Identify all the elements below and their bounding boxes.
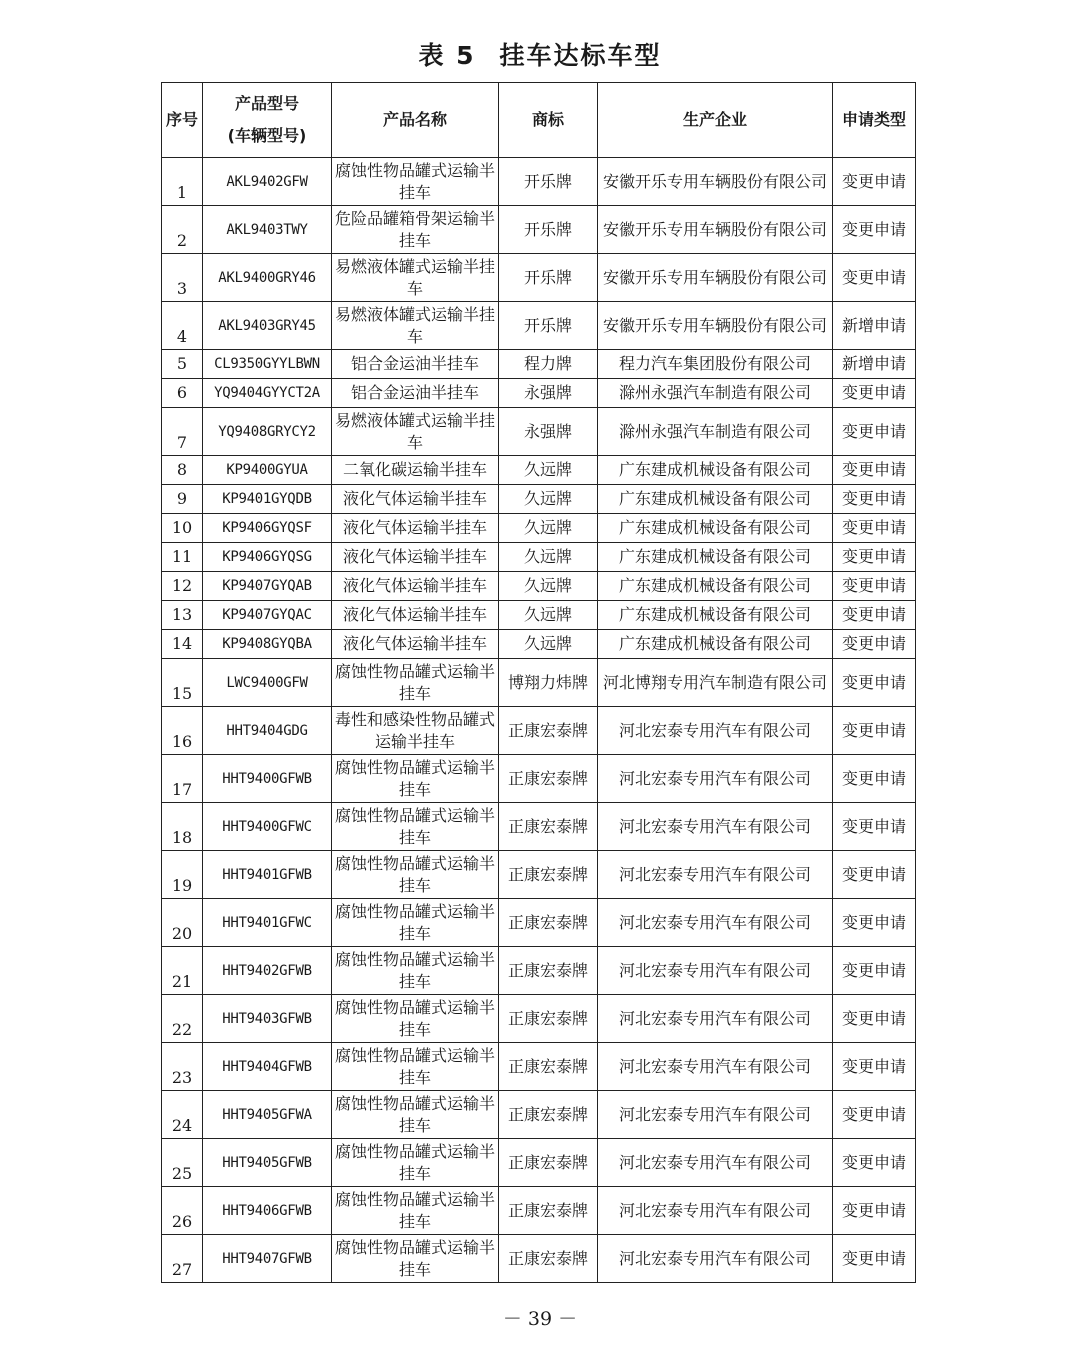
cell-company: 广东建成机械设备有限公司 bbox=[598, 601, 833, 630]
cell-brand: 开乐牌 bbox=[499, 254, 598, 302]
cell-model: KP9406GYQSF bbox=[203, 514, 332, 543]
table-row bbox=[162, 1235, 916, 1283]
table-row bbox=[162, 379, 916, 408]
cell-type: 变更申请 bbox=[833, 254, 916, 302]
cell-seq: 13 bbox=[162, 601, 203, 630]
cell-company: 滁州永强汽车制造有限公司 bbox=[598, 379, 833, 408]
table-header-row bbox=[162, 83, 916, 158]
table-row bbox=[162, 899, 916, 947]
table-row bbox=[162, 456, 916, 485]
cell-name: 液化气体运输半挂车 bbox=[332, 630, 499, 659]
cell-seq: 1 bbox=[162, 158, 203, 206]
cell-company: 广东建成机械设备有限公司 bbox=[598, 543, 833, 572]
cell-name: 二氧化碳运输半挂车 bbox=[332, 456, 499, 485]
cell-type: 变更申请 bbox=[833, 995, 916, 1043]
cell-type: 变更申请 bbox=[833, 899, 916, 947]
cell-brand: 永强牌 bbox=[499, 408, 598, 456]
table-row bbox=[162, 1091, 916, 1139]
cell-seq: 20 bbox=[162, 899, 203, 947]
table-row bbox=[162, 659, 916, 707]
cell-brand: 久远牌 bbox=[499, 456, 598, 485]
cell-brand: 正康宏泰牌 bbox=[499, 707, 598, 755]
cell-name: 腐蚀性物品罐式运输半挂车 bbox=[332, 755, 499, 803]
cell-model: HHT9402GFWB bbox=[203, 947, 332, 995]
cell-brand: 开乐牌 bbox=[499, 302, 598, 350]
cell-company: 安徽开乐专用车辆股份有限公司 bbox=[598, 254, 833, 302]
cell-name: 腐蚀性物品罐式运输半挂车 bbox=[332, 899, 499, 947]
cell-company: 河北宏泰专用汽车有限公司 bbox=[598, 1139, 833, 1187]
cell-model: HHT9401GFWC bbox=[203, 899, 332, 947]
cell-brand: 正康宏泰牌 bbox=[499, 995, 598, 1043]
cell-seq: 15 bbox=[162, 659, 203, 707]
cell-name: 腐蚀性物品罐式运输半挂车 bbox=[332, 1091, 499, 1139]
cell-model: CL9350GYYLBWN bbox=[203, 350, 332, 379]
cell-type: 变更申请 bbox=[833, 851, 916, 899]
cell-company: 安徽开乐专用车辆股份有限公司 bbox=[598, 206, 833, 254]
cell-name: 腐蚀性物品罐式运输半挂车 bbox=[332, 851, 499, 899]
cell-seq: 16 bbox=[162, 707, 203, 755]
cell-model: LWC9400GFW bbox=[203, 659, 332, 707]
cell-name: 易燃液体罐式运输半挂车 bbox=[332, 408, 499, 456]
page-number: － 39 － bbox=[502, 1308, 578, 1330]
cell-name: 腐蚀性物品罐式运输半挂车 bbox=[332, 1235, 499, 1283]
cell-seq: 2 bbox=[162, 206, 203, 254]
cell-name: 易燃液体罐式运输半挂车 bbox=[332, 254, 499, 302]
cell-brand: 久远牌 bbox=[499, 485, 598, 514]
cell-brand: 久远牌 bbox=[499, 630, 598, 659]
page-title bbox=[0, 36, 1080, 72]
header-model-line1: 产品型号 bbox=[234, 94, 299, 113]
cell-name: 液化气体运输半挂车 bbox=[332, 485, 499, 514]
cell-type: 变更申请 bbox=[833, 1235, 916, 1283]
cell-type: 变更申请 bbox=[833, 1139, 916, 1187]
header-brand: 商标 bbox=[499, 83, 598, 158]
cell-model: YQ9404GYYCT2A bbox=[203, 379, 332, 408]
cell-model: YQ9408GRYCY2 bbox=[203, 408, 332, 456]
cell-model: HHT9405GFWB bbox=[203, 1139, 332, 1187]
cell-type: 变更申请 bbox=[833, 947, 916, 995]
cell-company: 河北宏泰专用汽车有限公司 bbox=[598, 1043, 833, 1091]
table-row bbox=[162, 572, 916, 601]
cell-company: 广东建成机械设备有限公司 bbox=[598, 456, 833, 485]
cell-company: 河北宏泰专用汽车有限公司 bbox=[598, 1235, 833, 1283]
cell-model: HHT9401GFWB bbox=[203, 851, 332, 899]
cell-type: 变更申请 bbox=[833, 1187, 916, 1235]
cell-model: KP9408GYQBA bbox=[203, 630, 332, 659]
cell-type: 变更申请 bbox=[833, 485, 916, 514]
cell-company: 广东建成机械设备有限公司 bbox=[598, 572, 833, 601]
cell-name: 腐蚀性物品罐式运输半挂车 bbox=[332, 1043, 499, 1091]
cell-seq: 11 bbox=[162, 543, 203, 572]
cell-seq: 23 bbox=[162, 1043, 203, 1091]
cell-name: 易燃液体罐式运输半挂车 bbox=[332, 302, 499, 350]
cell-seq: 26 bbox=[162, 1187, 203, 1235]
cell-type: 变更申请 bbox=[833, 158, 916, 206]
table-row bbox=[162, 1139, 916, 1187]
table-row bbox=[162, 350, 916, 379]
cell-name: 腐蚀性物品罐式运输半挂车 bbox=[332, 947, 499, 995]
cell-name: 铝合金运油半挂车 bbox=[332, 350, 499, 379]
cell-type: 变更申请 bbox=[833, 408, 916, 456]
cell-brand: 正康宏泰牌 bbox=[499, 803, 598, 851]
table-row bbox=[162, 803, 916, 851]
cell-seq: 3 bbox=[162, 254, 203, 302]
table-row bbox=[162, 1043, 916, 1091]
cell-name: 毒性和感染性物品罐式运输半挂车 bbox=[332, 707, 499, 755]
cell-seq: 8 bbox=[162, 456, 203, 485]
cell-type: 变更申请 bbox=[833, 755, 916, 803]
cell-seq: 6 bbox=[162, 379, 203, 408]
cell-company: 河北宏泰专用汽车有限公司 bbox=[598, 1091, 833, 1139]
cell-company: 河北宏泰专用汽车有限公司 bbox=[598, 803, 833, 851]
cell-seq: 10 bbox=[162, 514, 203, 543]
table-row bbox=[162, 302, 916, 350]
cell-company: 安徽开乐专用车辆股份有限公司 bbox=[598, 302, 833, 350]
cell-model: KP9401GYQDB bbox=[203, 485, 332, 514]
cell-name: 液化气体运输半挂车 bbox=[332, 514, 499, 543]
table-row bbox=[162, 707, 916, 755]
cell-seq: 25 bbox=[162, 1139, 203, 1187]
cell-seq: 24 bbox=[162, 1091, 203, 1139]
cell-type: 变更申请 bbox=[833, 659, 916, 707]
cell-seq: 12 bbox=[162, 572, 203, 601]
cell-model: HHT9400GFWB bbox=[203, 755, 332, 803]
header-model bbox=[203, 83, 332, 158]
cell-type: 新增申请 bbox=[833, 350, 916, 379]
cell-model: HHT9404GDG bbox=[203, 707, 332, 755]
cell-model: AKL9402GFW bbox=[203, 158, 332, 206]
cell-company: 滁州永强汽车制造有限公司 bbox=[598, 408, 833, 456]
cell-type: 新增申请 bbox=[833, 302, 916, 350]
cell-name: 液化气体运输半挂车 bbox=[332, 601, 499, 630]
table-row bbox=[162, 755, 916, 803]
cell-seq: 18 bbox=[162, 803, 203, 851]
cell-type: 变更申请 bbox=[833, 707, 916, 755]
cell-company: 河北宏泰专用汽车有限公司 bbox=[598, 707, 833, 755]
cell-type: 变更申请 bbox=[833, 572, 916, 601]
table-row bbox=[162, 254, 916, 302]
table-row bbox=[162, 947, 916, 995]
cell-model: HHT9405GFWA bbox=[203, 1091, 332, 1139]
cell-brand: 永强牌 bbox=[499, 379, 598, 408]
cell-model: AKL9400GRY46 bbox=[203, 254, 332, 302]
cell-seq: 9 bbox=[162, 485, 203, 514]
cell-brand: 博翔力炜牌 bbox=[499, 659, 598, 707]
cell-company: 河北宏泰专用汽车有限公司 bbox=[598, 1187, 833, 1235]
table-row bbox=[162, 630, 916, 659]
cell-brand: 正康宏泰牌 bbox=[499, 899, 598, 947]
cell-brand: 正康宏泰牌 bbox=[499, 851, 598, 899]
cell-type: 变更申请 bbox=[833, 803, 916, 851]
cell-model: HHT9400GFWC bbox=[203, 803, 332, 851]
cell-name: 液化气体运输半挂车 bbox=[332, 543, 499, 572]
cell-brand: 久远牌 bbox=[499, 543, 598, 572]
table-row bbox=[162, 851, 916, 899]
cell-seq: 21 bbox=[162, 947, 203, 995]
cell-seq: 5 bbox=[162, 350, 203, 379]
cell-type: 变更申请 bbox=[833, 456, 916, 485]
cell-brand: 久远牌 bbox=[499, 572, 598, 601]
table-row bbox=[162, 995, 916, 1043]
cell-model: AKL9403TWY bbox=[203, 206, 332, 254]
cell-brand: 程力牌 bbox=[499, 350, 598, 379]
cell-name: 腐蚀性物品罐式运输半挂车 bbox=[332, 803, 499, 851]
table-row bbox=[162, 1187, 916, 1235]
cell-type: 变更申请 bbox=[833, 630, 916, 659]
cell-company: 广东建成机械设备有限公司 bbox=[598, 630, 833, 659]
cell-brand: 正康宏泰牌 bbox=[499, 947, 598, 995]
table-label: 表 5 bbox=[418, 41, 476, 70]
cell-company: 河北宏泰专用汽车有限公司 bbox=[598, 995, 833, 1043]
cell-seq: 17 bbox=[162, 755, 203, 803]
header-name: 产品名称 bbox=[332, 83, 499, 158]
cell-company: 河北宏泰专用汽车有限公司 bbox=[598, 947, 833, 995]
cell-company: 河北宏泰专用汽车有限公司 bbox=[598, 755, 833, 803]
cell-seq: 22 bbox=[162, 995, 203, 1043]
cell-brand: 正康宏泰牌 bbox=[499, 1091, 598, 1139]
cell-model: KP9407GYQAC bbox=[203, 601, 332, 630]
header-seq: 序号 bbox=[162, 83, 203, 158]
header-model-line2: (车辆型号) bbox=[227, 126, 307, 145]
cell-company: 广东建成机械设备有限公司 bbox=[598, 485, 833, 514]
cell-name: 腐蚀性物品罐式运输半挂车 bbox=[332, 158, 499, 206]
cell-type: 变更申请 bbox=[833, 514, 916, 543]
cell-model: AKL9403GRY45 bbox=[203, 302, 332, 350]
cell-brand: 开乐牌 bbox=[499, 158, 598, 206]
cell-type: 变更申请 bbox=[833, 1043, 916, 1091]
table-row bbox=[162, 206, 916, 254]
cell-type: 变更申请 bbox=[833, 206, 916, 254]
cell-brand: 久远牌 bbox=[499, 601, 598, 630]
cell-brand: 正康宏泰牌 bbox=[499, 1043, 598, 1091]
cell-company: 河北博翔专用汽车制造有限公司 bbox=[598, 659, 833, 707]
cell-brand: 开乐牌 bbox=[499, 206, 598, 254]
table-row bbox=[162, 514, 916, 543]
cell-name: 腐蚀性物品罐式运输半挂车 bbox=[332, 995, 499, 1043]
header-type: 申请类型 bbox=[833, 83, 916, 158]
cell-model: HHT9406GFWB bbox=[203, 1187, 332, 1235]
cell-company: 河北宏泰专用汽车有限公司 bbox=[598, 899, 833, 947]
table-title: 挂车达标车型 bbox=[499, 41, 662, 70]
cell-name: 铝合金运油半挂车 bbox=[332, 379, 499, 408]
cell-model: HHT9407GFWB bbox=[203, 1235, 332, 1283]
cell-company: 河北宏泰专用汽车有限公司 bbox=[598, 851, 833, 899]
cell-model: HHT9404GFWB bbox=[203, 1043, 332, 1091]
cell-company: 广东建成机械设备有限公司 bbox=[598, 514, 833, 543]
table-row bbox=[162, 408, 916, 456]
cell-seq: 27 bbox=[162, 1235, 203, 1283]
header-company: 生产企业 bbox=[598, 83, 833, 158]
vehicle-table bbox=[161, 82, 916, 1283]
cell-brand: 正康宏泰牌 bbox=[499, 1235, 598, 1283]
cell-seq: 4 bbox=[162, 302, 203, 350]
cell-seq: 19 bbox=[162, 851, 203, 899]
cell-name: 液化气体运输半挂车 bbox=[332, 572, 499, 601]
cell-seq: 7 bbox=[162, 408, 203, 456]
cell-name: 危险品罐箱骨架运输半挂车 bbox=[332, 206, 499, 254]
cell-brand: 正康宏泰牌 bbox=[499, 1139, 598, 1187]
cell-name: 腐蚀性物品罐式运输半挂车 bbox=[332, 1139, 499, 1187]
cell-type: 变更申请 bbox=[833, 379, 916, 408]
cell-model: KP9406GYQSG bbox=[203, 543, 332, 572]
cell-type: 变更申请 bbox=[833, 1091, 916, 1139]
cell-type: 变更申请 bbox=[833, 543, 916, 572]
cell-name: 腐蚀性物品罐式运输半挂车 bbox=[332, 659, 499, 707]
cell-seq: 14 bbox=[162, 630, 203, 659]
cell-company: 安徽开乐专用车辆股份有限公司 bbox=[598, 158, 833, 206]
cell-brand: 正康宏泰牌 bbox=[499, 755, 598, 803]
cell-model: HHT9403GFWB bbox=[203, 995, 332, 1043]
table-row bbox=[162, 158, 916, 206]
cell-model: KP9407GYQAB bbox=[203, 572, 332, 601]
table-row bbox=[162, 601, 916, 630]
cell-brand: 久远牌 bbox=[499, 514, 598, 543]
cell-type: 变更申请 bbox=[833, 601, 916, 630]
cell-name: 腐蚀性物品罐式运输半挂车 bbox=[332, 1187, 499, 1235]
table-row bbox=[162, 543, 916, 572]
table-row bbox=[162, 485, 916, 514]
cell-model: KP9400GYUA bbox=[203, 456, 332, 485]
cell-brand: 正康宏泰牌 bbox=[499, 1187, 598, 1235]
cell-company: 程力汽车集团股份有限公司 bbox=[598, 350, 833, 379]
